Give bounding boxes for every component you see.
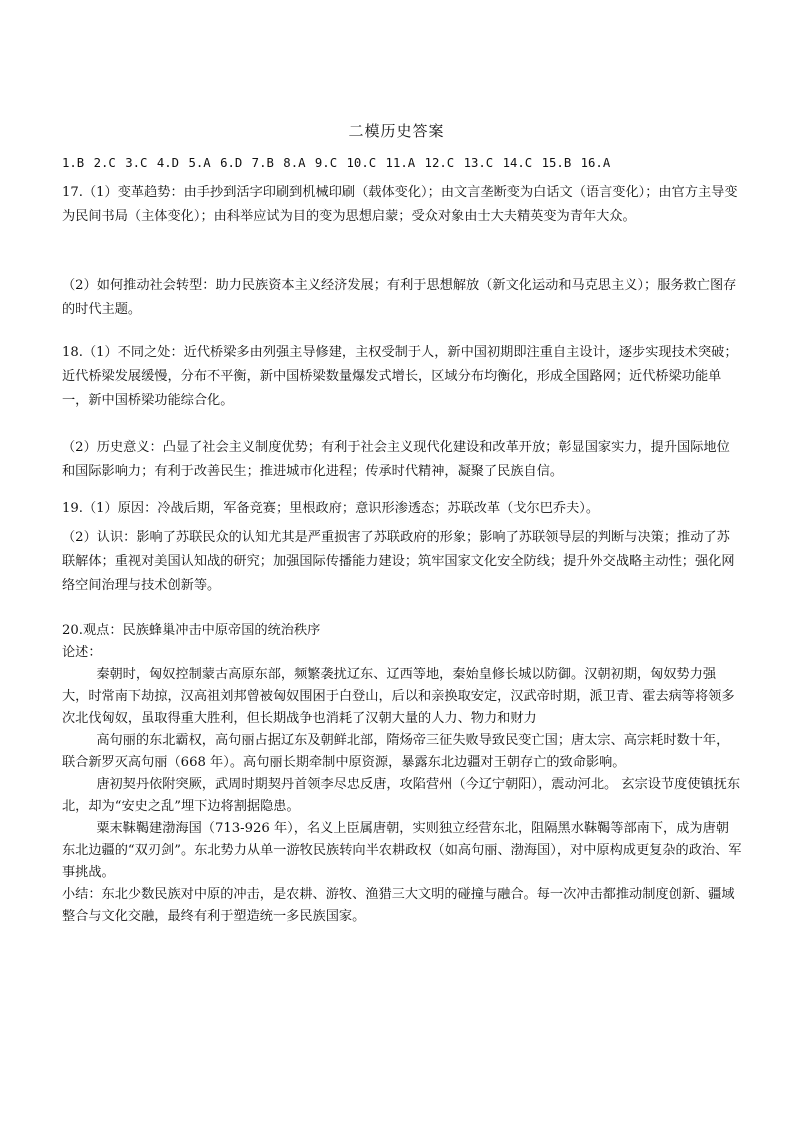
multiple-choice-answers: 1.B 2.C 3.C 4.D 5.A 6.D 7.B 8.A 9.C 10.C 11.A 12.C 13.C 14.C 15.B 16.A: [62, 156, 611, 170]
q20-paragraph-khitan: 唐初契丹依附突厥，武周时期契丹首领李尽忠反唐，攻陷营州（今辽宁朝阳），震动河北。 玄宗设节度使镇抚东北，却为“安史之乱”埋下边将割据隐患。: [62, 777, 741, 814]
page-title: 二模历史答案: [348, 122, 445, 140]
question-20-essay: [62, 620, 742, 928]
q20-paragraph-goguryeo: 高句丽的东北霸权，高句丽占据辽东及朝鲜北部，隋炀帝三征失败导致民变亡国；唐太宗、高宗耗时数十年，联合新罗灭高句丽（668 年）。高句丽长期牵制中原资源，暴露东北边疆对王朝存亡的致命影响。: [62, 733, 730, 770]
question-17-part-2: （2）如何推动社会转型：助力民族资本主义经济发展；有利于思想解放（新文化运动和马克思主义）；服务救亡图存的时代主题。: [62, 278, 737, 317]
q20-viewpoint: 20.观点：民族蜂巢冲击中原帝国的统治秩序: [62, 623, 321, 638]
q20-paragraph-balhae: 粟末靺鞨建渤海国（713-926 年），名义上臣属唐朝，实则独立经营东北，阻隔黑水靺鞨等部南下，成为唐朝东北边疆的“双刃剑”。东北势力从单一游牧民族转向半农耕政权（如高句丽、渤海国），对中原构成更复杂的政治、军事挑战。: [62, 821, 742, 880]
question-18-part-1: 18.（1）不同之处：近代桥梁多由列强主导修建，主权受制于人，新中国初期即注重自主设计，逐步实现技术突破；近代桥梁发展缓慢，分布不平衡，新中国桥梁数量爆发式增长，区域分布均衡化，形成全国路网；近代桥梁功能单一，新中国桥梁功能综合化。: [62, 345, 738, 408]
q20-discussion-label: 论述：: [62, 645, 102, 660]
question-19-part-2: （2）认识：影响了苏联民众的认知尤其是严重损害了苏联政府的形象；影响了苏联领导层的判断与决策；推动了苏联解体；重视对美国认知战的研究；加强国际传播能力建设；筑牢国家文化安全防线；提升外交战略主动性；强化网络空间治理与技术创新等。: [62, 530, 735, 593]
question-19-part-1: 19.（1）原因：冷战后期，军备竞赛；里根政府；意识形渗透态；苏联改革（戈尔巴乔夫）。: [62, 501, 600, 516]
q20-paragraph-qin-han: 秦朝时，匈奴控制蒙古高原东部，频繁袭扰辽东、辽西等地，秦始皇修长城以防御。汉朝初期，匈奴势力强大，时常南下劫掠，汉高祖刘邦曾被匈奴围困于白登山，后以和亲换取安定，汉武帝时期，派卫青、霍去病等将领多次北伐匈奴，虽取得重大胜利，但长期战争也消耗了汉朝大量的人力、物力和财力: [62, 667, 735, 726]
question-17-part-1: 17.（1）变革趋势：由手抄到活字印刷到机械印刷（载体变化）；由文言垄断变为白话文（语言变化）；由官方主导变为民间书局（主体变化）；由科举应试为目的变为思想启蒙；受众对象由士大夫精英变为青年大众。: [62, 185, 738, 224]
q20-summary: 小结：东北少数民族对中原的冲击，是农耕、游牧、渔猎三大文明的碰撞与融合。每一次冲击都推动制度创新、疆域整合与文化交融，最终有利于塑造统一多民族国家。: [62, 887, 735, 924]
question-18-part-2: （2）历史意义：凸显了社会主义制度优势；有利于社会主义现代化建设和改革开放；彰显国家实力，提升国际地位和国际影响力；有利于改善民生；推进城市化进程；传承时代精神，凝聚了民族自信。: [62, 440, 730, 479]
